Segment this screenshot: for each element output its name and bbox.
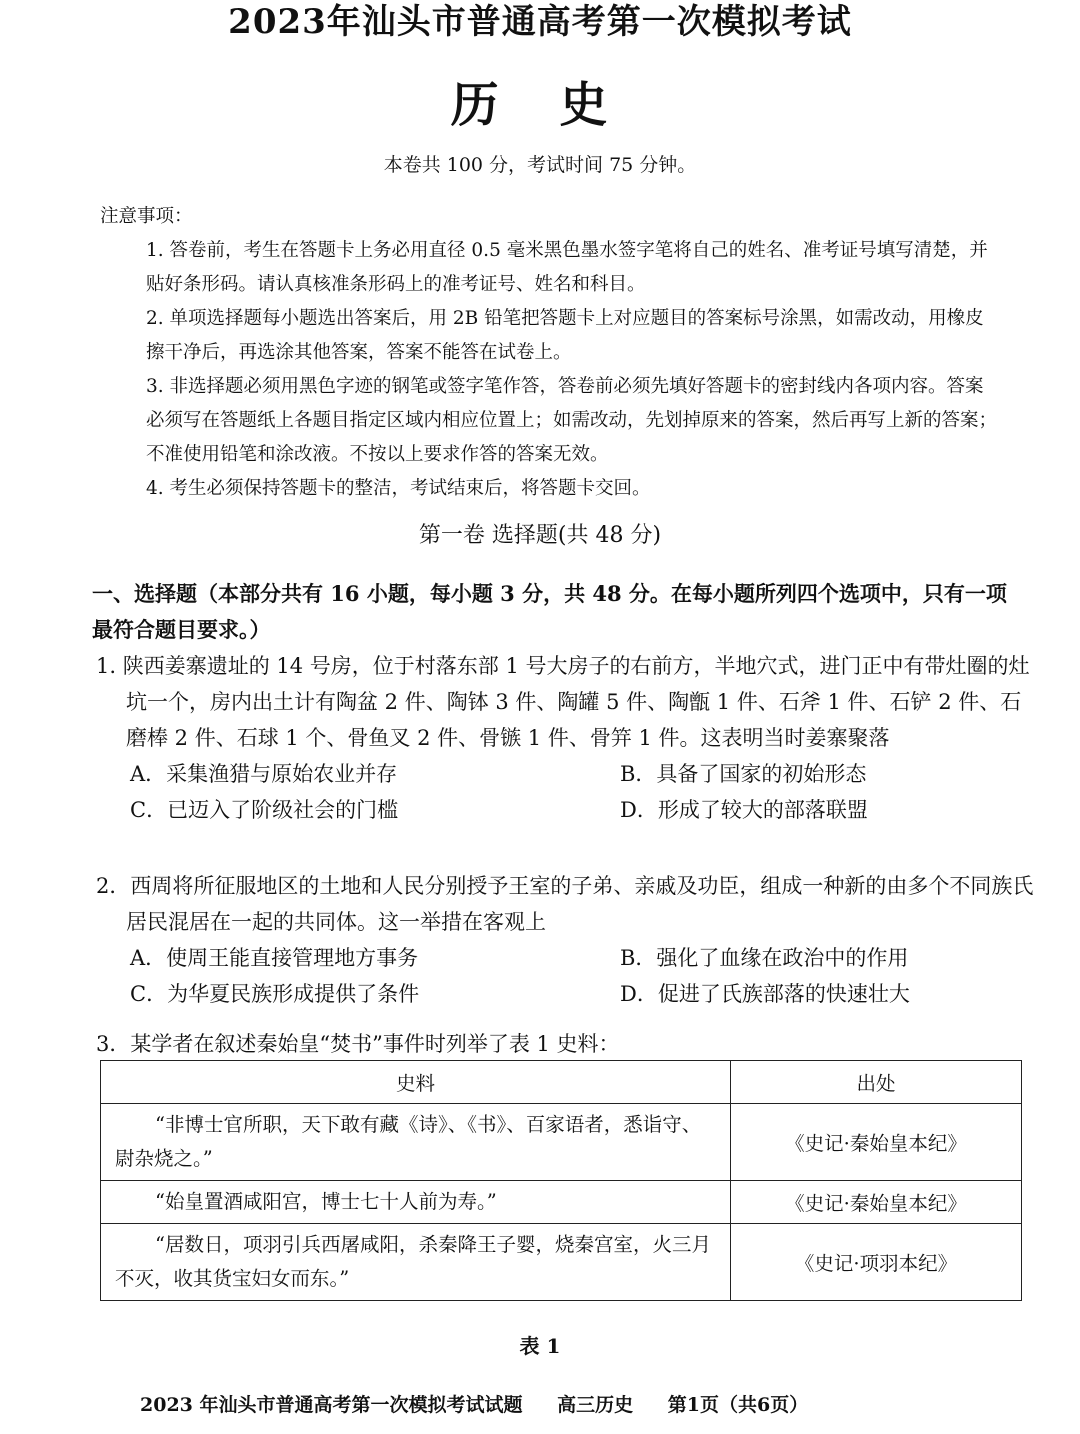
footer-title: 2023 年汕头市普通高考第一次模拟考试试题 (140, 1394, 523, 1416)
table-cell: 《史记·项羽本纪》 (731, 1224, 1022, 1301)
question-1 (96, 648, 1036, 828)
option-b: B．强化了血缘在政治中的作用 (620, 946, 909, 970)
exam-title: 2023年汕头市普通高考第一次模拟考试 (228, 2, 852, 42)
question-2 (96, 868, 1036, 1012)
option-a: A．使周王能直接管理地方事务 (130, 946, 419, 970)
notice-heading: 注意事项： (100, 206, 193, 227)
notice-item: 1. 答卷前，考生在答题卡上务必用直径 0.5 毫米黑色墨水签字笔将自己的姓名、准考证号填写清楚，并贴好条形码。请认真核准条形码上的准考证号、姓名和科目。 (146, 240, 988, 295)
table-cell: 《史记·秦始皇本纪》 (731, 1181, 1022, 1224)
part-intro: 一、选择题（本部分共有 16 小题，每小题 3 分，共 48 分。在每小题所列四个选项中，只有一项最符合题目要求。） (92, 581, 1007, 642)
table-cell: “非博士官所职，天下敢有藏《诗》、《书》、百家语者，悉诣守、尉杂烧之。” (101, 1104, 731, 1181)
option-b: B．具备了国家的初始形态 (620, 762, 867, 786)
notice-item: 2. 单项选择题每小题选出答案后，用 2B 铅笔把答题卡上对应题目的答案标号涂黑，如需改动，用橡皮擦干净后，再选涂其他答案，答案不能答在试卷上。 (146, 308, 984, 363)
page-footer (140, 1390, 836, 1417)
notice-section (100, 200, 1000, 506)
subject-title: 历 史 (450, 77, 630, 133)
table-header-row (101, 1061, 1022, 1104)
option-d: D．促进了氏族部落的快速壮大 (620, 982, 910, 1006)
question-stem: 1. 陕西姜寨遗址的 14 号房，位于村落东部 1 号大房子的右前方，半地穴式，进门正中有带灶圈的灶坑一个，房内出土计有陶盆 2 件、陶钵 3 件、陶罐 5 件、陶甑 1 件、石斧 1 件、石铲 2 件、石磨棒 2 件、石球 1 个、骨鱼叉 2 件、骨镞 1 件、骨笄 1 件。这表明当时姜寨聚落 (96, 654, 1030, 750)
section-title: 第一卷 选择题(共 48 分) (418, 523, 662, 548)
footer-subject: 高三历史 (557, 1394, 634, 1416)
table-header: 史料 (101, 1061, 731, 1104)
option-d: D．形成了较大的部落联盟 (620, 798, 868, 822)
notice-item: 4. 考生必须保持答题卡的整洁，考试结束后，将答题卡交回。 (146, 478, 651, 499)
table-caption: 表 1 (519, 1334, 561, 1358)
table-row (101, 1104, 1022, 1181)
table-header: 出处 (731, 1061, 1022, 1104)
table-row (101, 1224, 1022, 1301)
table-cell: “居数日，项羽引兵西屠咸阳，杀秦降王子婴，烧秦宫室，火三月不灭，收其货宝妇女而东。” (101, 1224, 731, 1301)
question-options (96, 940, 1036, 1012)
score-note: 本卷共 100 分，考试时间 75 分钟。 (383, 154, 697, 176)
option-a: A．采集渔猎与原始农业并存 (130, 762, 398, 786)
notice-item: 3. 非选择题必须用黑色字迹的钢笔或签字笔作答，答卷前必须先填好答题卡的密封线内各项内容。答案必须写在答题纸上各题目指定区域内相应位置上；如需改动，先划掉原来的答案，然后再写上新的答案；不准使用铅笔和涂改液。不按以上要求作答的答案无效。 (146, 376, 998, 465)
option-c: C．为华夏民族形成提供了条件 (130, 982, 420, 1006)
source-table (100, 1060, 1022, 1301)
option-c: C．已迈入了阶级社会的门槛 (130, 798, 399, 822)
table-cell: 《史记·秦始皇本纪》 (731, 1104, 1022, 1181)
question-stem: 2．西周将所征服地区的土地和人民分别授予王室的子弟、亲戚及功臣，组成一种新的由多个不同族氏居民混居在一起的共同体。这一举措在客观上 (96, 874, 1034, 934)
table-cell: “始皇置酒咸阳宫，博士七十人前为寿。” (101, 1181, 731, 1224)
footer-page-number: 第1页（共6页） (667, 1394, 809, 1416)
question-stem: 3．某学者在叙述秦始皇“焚书”事件时列举了表 1 史料： (96, 1032, 620, 1056)
table-row (101, 1181, 1022, 1224)
question-3 (96, 1026, 1036, 1062)
question-options (96, 756, 1036, 828)
